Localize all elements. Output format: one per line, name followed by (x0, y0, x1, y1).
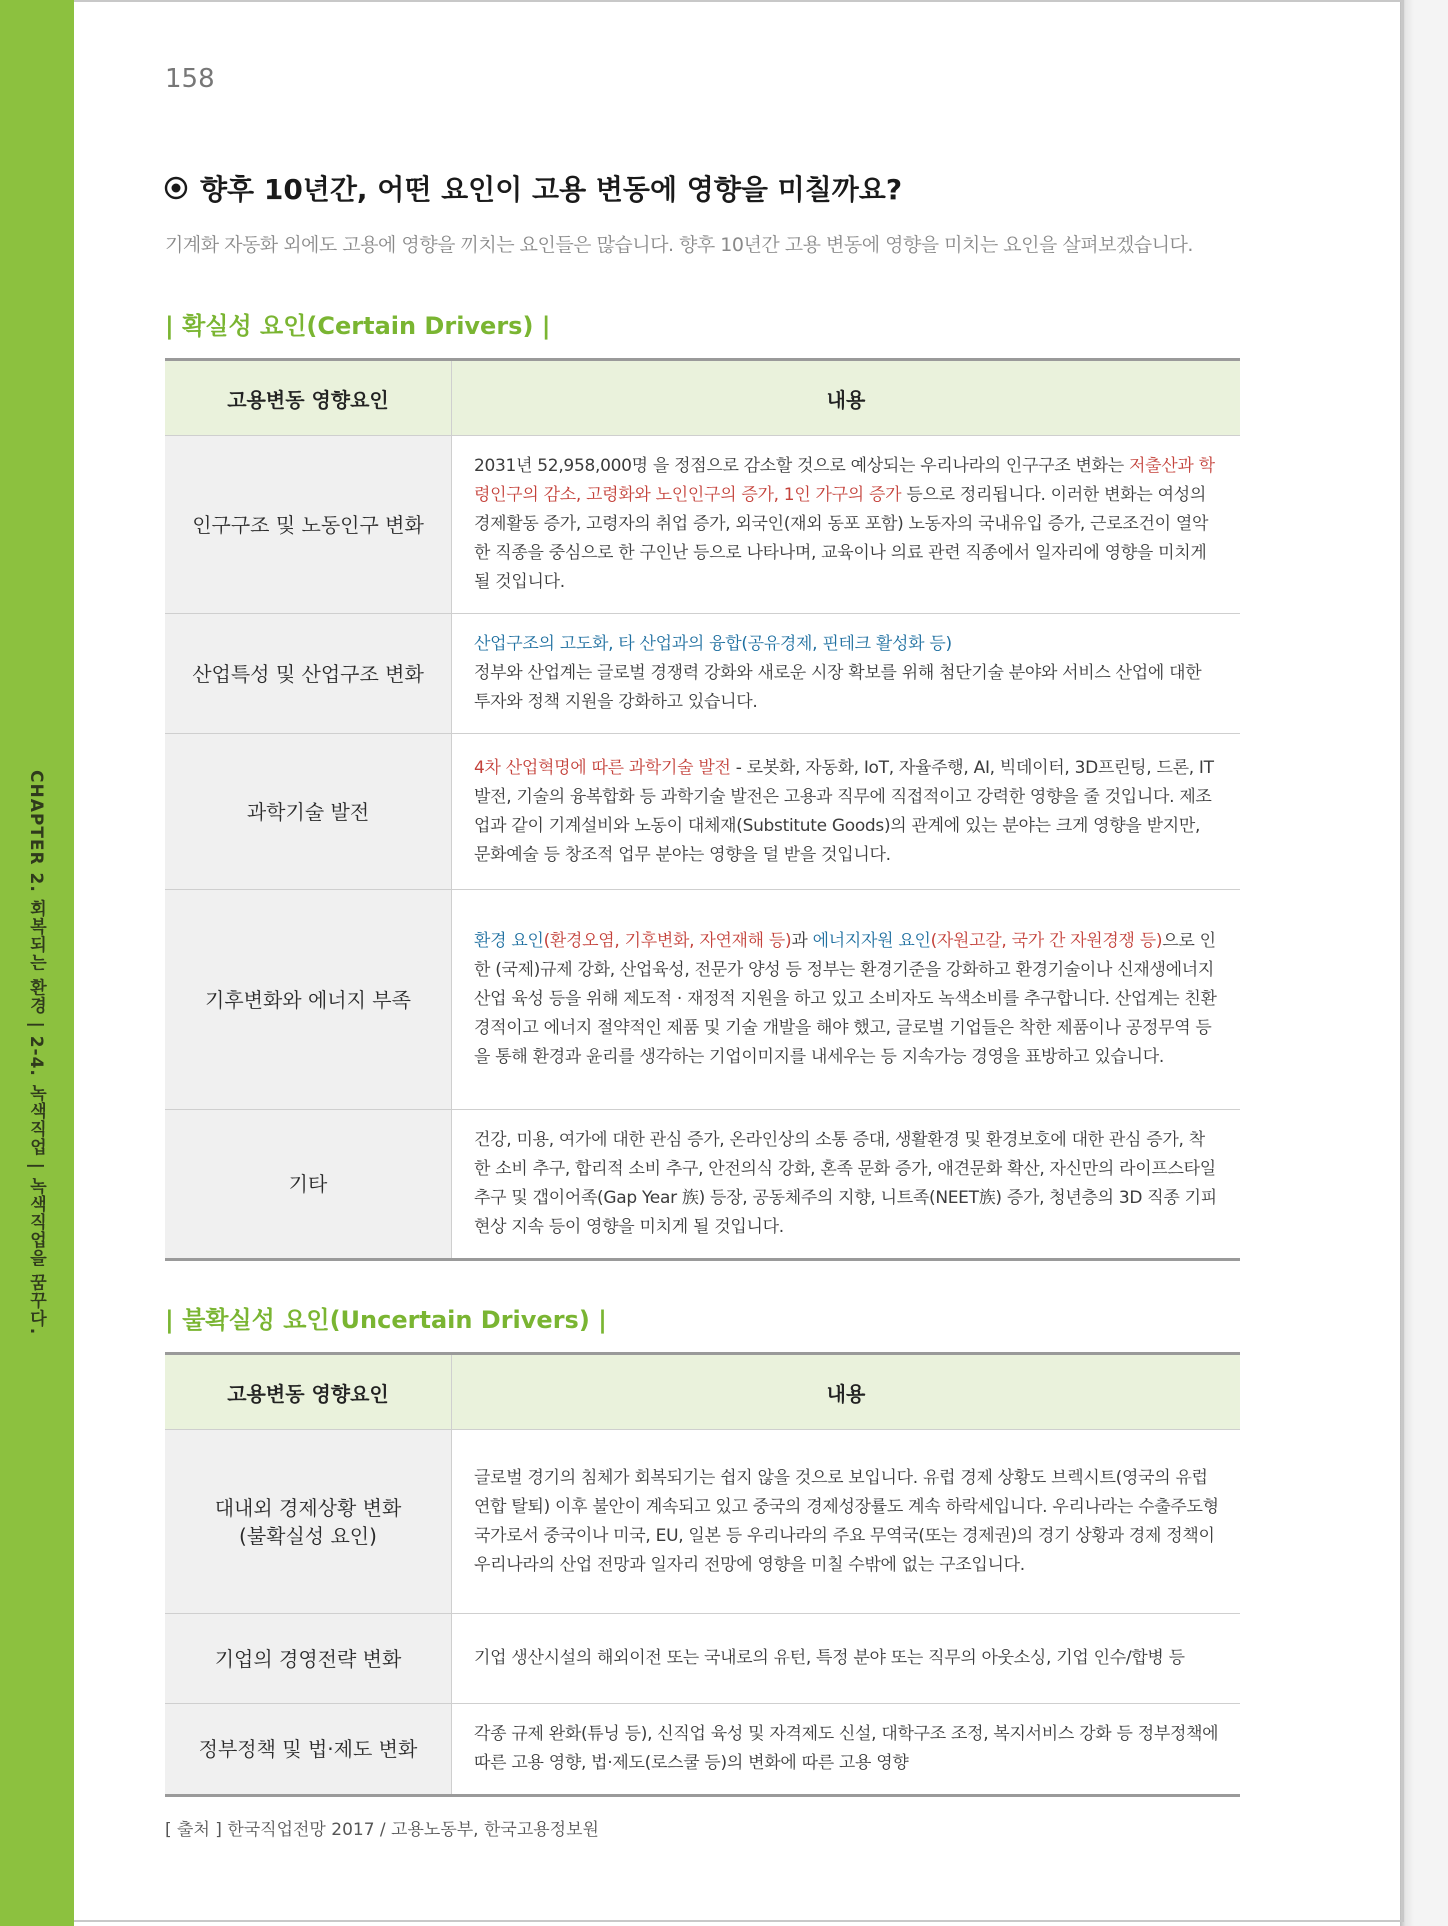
target-bullet-icon (164, 176, 188, 200)
table-row (165, 734, 1240, 890)
factor-cell: 정부정책 및 법·제도 변화 (165, 1704, 452, 1796)
intro-text: 기계화 자동화 외에도 고용에 영향을 끼치는 요인들은 많습니다. 향후 10년간 고용 변동에 영향을 미치는 요인을 살펴보겠습니다. (165, 234, 1193, 256)
section-heading (164, 168, 902, 208)
content-cell: 각종 규제 완화(튜닝 등), 신직업 육성 및 자격제도 신설, 대학구조 조정, 복지서비스 강화 등 정부정책에 따른 고용 영향, 법·제도(로스쿨 등)의 변화에 따른 고용 영향 (474, 1724, 1219, 1773)
uncertain-drivers-table (165, 1352, 1240, 1797)
right-gutter (1408, 0, 1448, 1926)
title-bar-right: | (598, 1306, 607, 1334)
uncertain-title-text: 불확실성 요인(Uncertain Drivers) (182, 1306, 590, 1334)
factor-cell: 인구구조 및 노동인구 변화 (165, 436, 452, 614)
table-row (165, 614, 1240, 734)
factor-line: 대내외 경제상황 변화 (214, 1495, 402, 1520)
content-cell (452, 436, 1241, 614)
factor-cell: 기업의 경영전략 변화 (165, 1614, 452, 1704)
table-header-row (165, 360, 1240, 436)
factor-cell: 기타 (165, 1110, 452, 1260)
content-text: 정부와 산업계는 글로벌 경쟁력 강화와 새로운 시장 확보를 위해 첨단기술 분야와 서비스 산업에 대한 투자와 정책 지원을 강화하고 있습니다. (474, 663, 1202, 712)
content-cell: 글로벌 경기의 침체가 회복되기는 쉽지 않을 것으로 보입니다. 유럽 경제 상황도 브렉시트(영국의 유럽연합 탈퇴) 이후 불안이 계속되고 있고 중국의 경제성장률도 계속 하락세입니다. 우리나라는 수출주도형 국가로서 중국이나 미국, EU, 일본 등 우리나라의 주요 무역국(또는 경제권)의 경기 상황과 경제 정책이 우리나라의 산업 전망과 일자리 전망에 영향을 미칠 수밖에 없는 구조입니다. (452, 1430, 1241, 1614)
table-row (165, 1110, 1240, 1260)
factor-cell (165, 1430, 452, 1614)
certain-title-text: 확실성 요인(Certain Drivers) (182, 312, 534, 340)
highlight-text: 에너지자원 요인 (812, 931, 931, 951)
content-text: 과 (791, 931, 813, 951)
content-text: 으로 인한 (국제)규제 강화, 산업육성, 전문가 양성 등 정부는 환경기준을 강화하고 환경기술이나 신재생에너지 산업 육성 등을 위해 제도적 · 재정적 지원을 하고 있고 소비자도 녹색소비를 추구합니다. 산업계는 친환경적이고 에너지 절약적인 제품 및 기술 개발을 해야 했고, 글로벌 기업들은 착한 제품이나 공정무역 등을 통해 환경과 윤리를 생각하는 기업이미지를 내세우는 등 지속가능 경영을 표방하고 있습니다. (474, 931, 1217, 1067)
highlight-text: 환경 요인 (474, 931, 544, 951)
title-bar-right: | (541, 312, 551, 340)
highlight-text: 산업구조의 고도화, 타 산업과의 융합(공유경제, 핀테크 활성화 등) (474, 634, 952, 654)
source-citation: [ 출처 ] 한국직업전망 2017 / 고용노동부, 한국고용정보원 (165, 1820, 599, 1840)
content-text: 등으로 정리됩니다. 이러한 변화는 여성의 경제활동 증가, 고령자의 취업 증가, 외국인(재외 동포 포함) 노동자의 국내유입 증가, 근로조건이 열악한 직종을 중심으로 한 구인난 등으로 나타나며, 교육이나 의료 관련 직종에서 일자리에 영향을 미치게 될 것입니다. (474, 485, 1209, 592)
header-content: 내용 (452, 360, 1241, 436)
highlight-text: (환경오염, 기후변화, 자연재해 등) (543, 931, 792, 951)
table-row (165, 890, 1240, 1110)
page-number: 158 (165, 64, 215, 94)
factor-line: (불확실성 요인) (239, 1523, 377, 1548)
table-row (165, 1704, 1240, 1796)
header-content: 내용 (452, 1354, 1241, 1430)
table-row (165, 436, 1240, 614)
title-bar-left: | (165, 312, 174, 340)
content-text: - 로봇화, 자동화, IoT, 자율주행, AI, 빅데이터, 3D프린팅, 드론, IT 발전, 기술의 융복합화 등 과학기술 발전은 고용과 직무에 직접적이고 강력한 영향을 줄 것입니다. 제조업과 같이 기계설비와 노동이 대체재(Substitute Goods)의 관계에 있는 분야는 크게 영향을 받지만, 문화예술 등 창조적 업무 분야는 영향을 덜 받을 것입니다. (474, 757, 1214, 865)
table-row (165, 1614, 1240, 1704)
factor-cell: 과학기술 발전 (165, 734, 452, 890)
content-text: 2031년 52,958,000명 을 정점으로 감소할 것으로 예상되는 우리나라의 인구구조 변화는 (474, 456, 1129, 476)
highlight-text: (자원고갈, 국가 간 자원경쟁 등) (930, 931, 1163, 951)
header-factor: 고용변동 영향요인 (165, 360, 452, 436)
content-cell: 기업 생산시설의 해외이전 또는 국내로의 유턴, 특정 분야 또는 직무의 아웃소싱, 기업 인수/합병 등 (452, 1614, 1241, 1704)
uncertain-drivers-title (165, 1300, 607, 1335)
header-factor: 고용변동 영향요인 (165, 1354, 452, 1430)
content-cell (452, 890, 1241, 1110)
title-bar-left: | (165, 1306, 174, 1334)
certain-drivers-table (165, 358, 1240, 1261)
factor-cell: 기후변화와 에너지 부족 (165, 890, 452, 1110)
factor-cell: 산업특성 및 산업구조 변화 (165, 614, 452, 734)
highlight-text: 저출산과 학령인구의 감소, 고령화와 노인인구의 증가, 1인 가구의 증가 (474, 456, 1215, 505)
highlight-text: 4차 산업혁명에 따른 과학기술 발전 (474, 757, 731, 778)
content-cell (452, 614, 1241, 734)
table-header-row (165, 1354, 1240, 1430)
content-cell: 건강, 미용, 여가에 대한 관심 증가, 온라인상의 소통 증대, 생활환경 및 환경보호에 대한 관심 증가, 착한 소비 추구, 합리적 소비 추구, 안전의식 강화, 혼족 문화 증가, 애견문화 확산, 자신만의 라이프스타일 추구 및 갭이어족(Gap Year 族) 등장, 공동체주의 지향, 니트족(NEET族) 증가, 청년층의 3D 직종 기피 현상 지속 등이 영향을 미치게 될 것입니다. (474, 1130, 1217, 1237)
content-cell (452, 734, 1241, 890)
chapter-side-label: CHAPTER 2. 회복되는 환경 | 2-4. 녹색직업 | 녹색직업을 꿈꾸다. (26, 770, 46, 1336)
table-row (165, 1430, 1240, 1614)
heading-text: 향후 10년간, 어떤 요인이 고용 변동에 영향을 미칠까요? (200, 173, 903, 206)
certain-drivers-title (165, 306, 551, 341)
